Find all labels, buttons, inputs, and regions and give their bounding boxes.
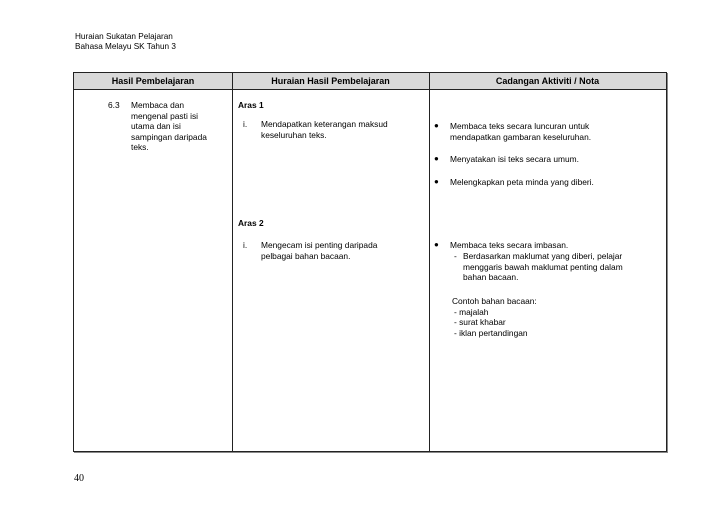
level-2-item-text: Mengecam isi penting daripada pelbagai bahan bacaan.	[261, 240, 378, 261]
example-item: - iklan pertandingan	[454, 327, 528, 338]
document-header-subtitle: Bahasa Melayu SK Tahun 3	[75, 42, 176, 51]
level-1-title: Aras 1	[238, 100, 264, 110]
activity-item: Melengkapkan peta minda yang diberi.	[450, 177, 594, 187]
column-header-huraian: Huraian Hasil Pembelajaran	[271, 76, 390, 86]
reading-material-examples	[452, 296, 537, 338]
example-item: - majalah	[454, 306, 489, 317]
level-2-item-number: i.	[243, 240, 248, 250]
activity-sub-item: Berdasarkan maklumat yang diberi, pelajar menggaris bawah maklumat penting dalam bahan bacaan.	[463, 251, 623, 283]
column-divider	[232, 73, 233, 451]
column-header-cadangan: Cadangan Aktiviti / Nota	[495, 76, 600, 86]
level-1-item-number: i.	[243, 119, 248, 129]
learning-outcome-number: 6.3	[108, 100, 120, 110]
activity-item: Membaca teks secara luncuran untuk mendapatkan gambaran keseluruhan.	[450, 121, 592, 142]
sub-item-dash: -	[454, 251, 457, 261]
bullet-icon: ●	[434, 154, 439, 163]
column-header-hasil: Hasil Pembelajaran	[111, 76, 195, 86]
bullet-icon: ●	[434, 121, 439, 130]
activity-item: Menyatakan isi teks secara umum.	[450, 154, 579, 164]
activity-item: Membaca teks secara imbasan.	[450, 240, 569, 250]
page-number: 40	[74, 473, 84, 484]
table-header-row	[74, 73, 666, 90]
document-header-title: Huraian Sukatan Pelajaran	[75, 32, 173, 41]
curriculum-table	[73, 72, 667, 452]
learning-outcome-text: Membaca dan mengenal pasti isi utama dan isi sampingan daripada teks.	[131, 100, 207, 153]
bullet-icon: ●	[434, 240, 439, 249]
level-1-item-text: Mendapatkan keterangan maksud keseluruhan teks.	[261, 119, 388, 140]
column-divider	[429, 73, 430, 451]
bullet-icon: ●	[434, 177, 439, 186]
example-item: - surat khabar	[454, 317, 506, 328]
examples-title: Contoh bahan bacaan:	[452, 296, 537, 306]
level-2-title: Aras 2	[238, 218, 264, 228]
